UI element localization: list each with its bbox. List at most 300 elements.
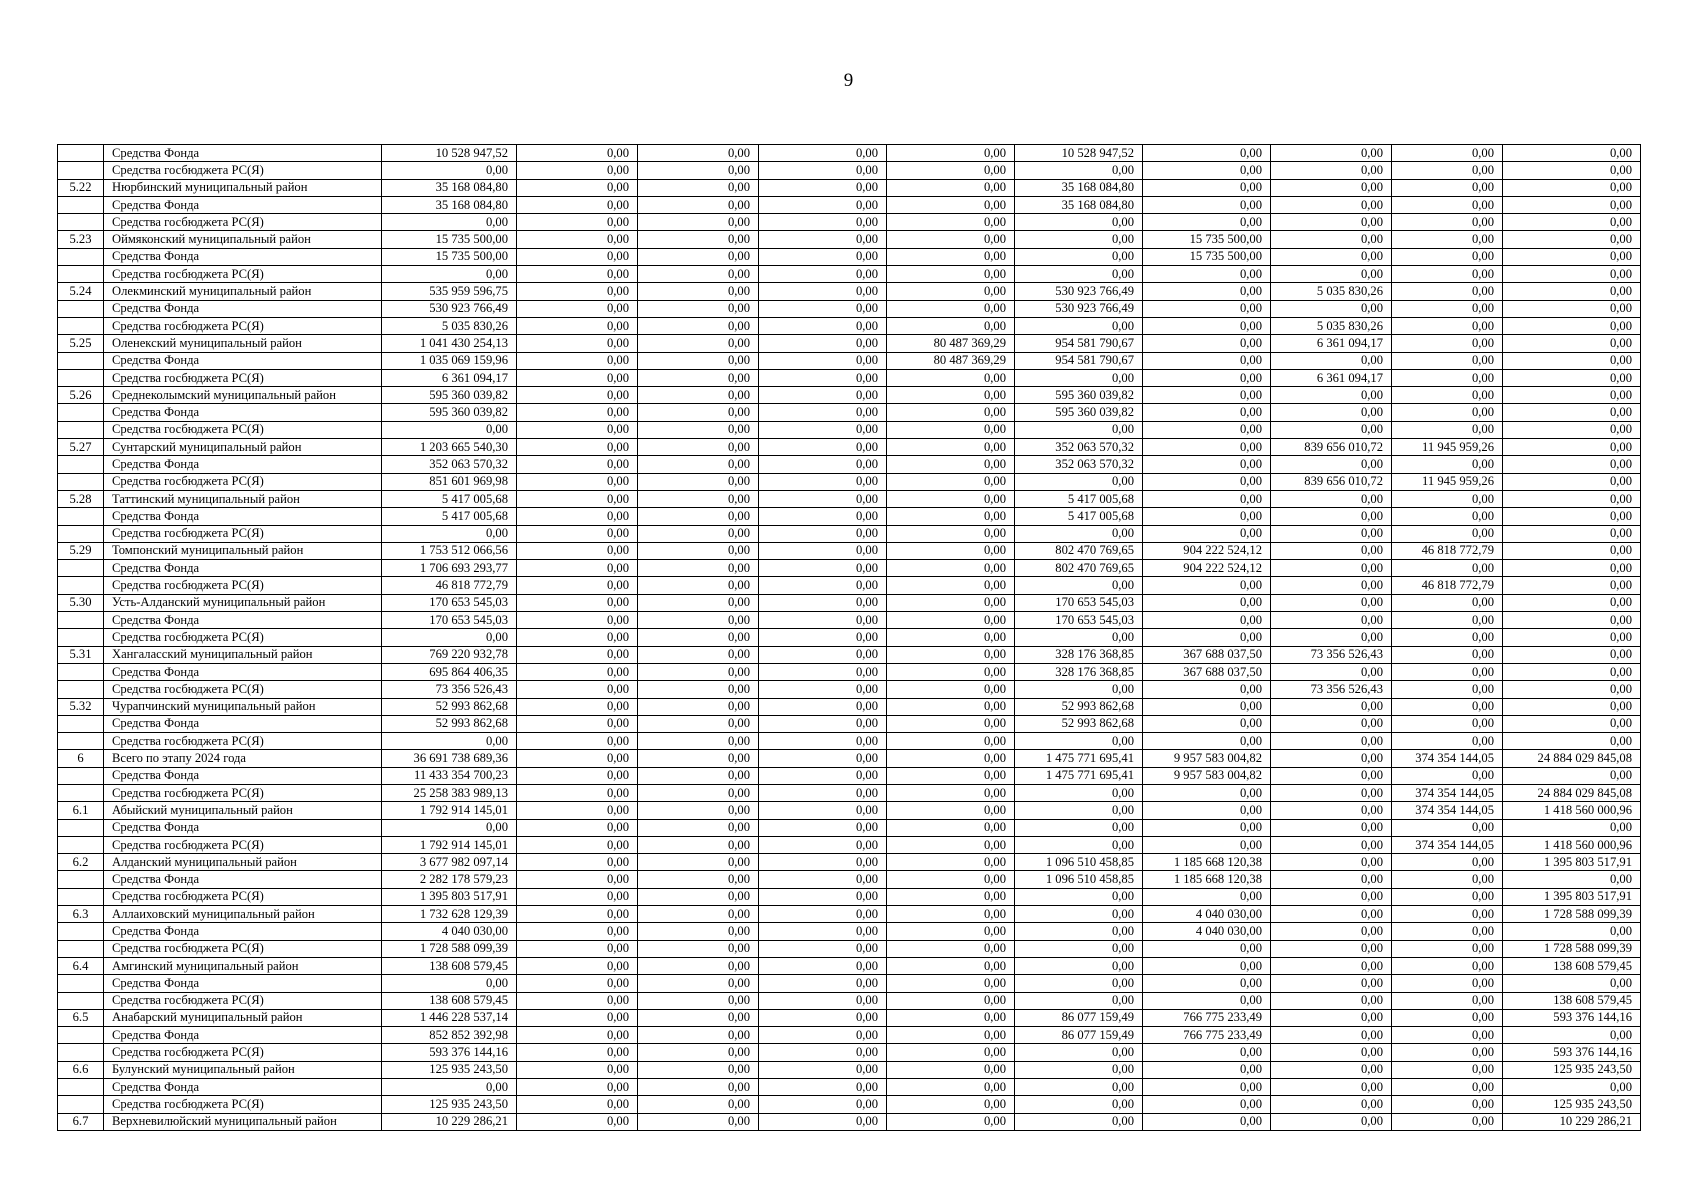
value-cell: 0,00 bbox=[1392, 1044, 1503, 1061]
value-cell: 0,00 bbox=[887, 490, 1015, 507]
value-cell: 5 417 005,68 bbox=[1015, 508, 1143, 525]
value-cell: 0,00 bbox=[1271, 975, 1392, 992]
value-cell: 138 608 579,45 bbox=[1503, 957, 1641, 974]
value-cell: 0,00 bbox=[1503, 1027, 1641, 1044]
table-row bbox=[58, 473, 1641, 490]
value-cell: 0,00 bbox=[1271, 508, 1392, 525]
value-cell: 0,00 bbox=[1503, 266, 1641, 283]
value-cell: 0,00 bbox=[1015, 1096, 1143, 1113]
row-name-cell: Средства госбюджета РС(Я) bbox=[104, 836, 382, 853]
value-cell: 0,00 bbox=[1015, 629, 1143, 646]
row-number-cell bbox=[58, 767, 104, 784]
value-cell: 6 361 094,17 bbox=[1271, 335, 1392, 352]
value-cell: 0,00 bbox=[638, 906, 759, 923]
value-cell: 0,00 bbox=[517, 335, 638, 352]
value-cell: 0,00 bbox=[1392, 317, 1503, 334]
row-name-cell: Средства Фонда bbox=[104, 352, 382, 369]
value-cell: 0,00 bbox=[1392, 906, 1503, 923]
value-cell: 0,00 bbox=[1015, 231, 1143, 248]
value-cell: 1 792 914 145,01 bbox=[382, 802, 517, 819]
value-cell: 0,00 bbox=[887, 923, 1015, 940]
table-row bbox=[58, 698, 1641, 715]
value-cell: 0,00 bbox=[1143, 1079, 1271, 1096]
value-cell: 0,00 bbox=[638, 387, 759, 404]
value-cell: 0,00 bbox=[1503, 871, 1641, 888]
value-cell: 1 096 510 458,85 bbox=[1015, 871, 1143, 888]
value-cell: 0,00 bbox=[1015, 681, 1143, 698]
value-cell: 0,00 bbox=[759, 456, 887, 473]
value-cell: 0,00 bbox=[1503, 404, 1641, 421]
value-cell: 0,00 bbox=[1503, 629, 1641, 646]
value-cell: 0,00 bbox=[517, 992, 638, 1009]
value-cell: 593 376 144,16 bbox=[382, 1044, 517, 1061]
value-cell: 766 775 233,49 bbox=[1143, 1027, 1271, 1044]
row-number-cell bbox=[58, 196, 104, 213]
table-row bbox=[58, 439, 1641, 456]
value-cell: 0,00 bbox=[1143, 992, 1271, 1009]
value-cell: 0,00 bbox=[1271, 750, 1392, 767]
value-cell: 802 470 769,65 bbox=[1015, 542, 1143, 559]
value-cell: 0,00 bbox=[1271, 1079, 1392, 1096]
value-cell: 1 395 803 517,91 bbox=[1503, 854, 1641, 871]
value-cell: 0,00 bbox=[638, 888, 759, 905]
value-cell: 0,00 bbox=[638, 1079, 759, 1096]
row-name-cell: Олекминский муниципальный район bbox=[104, 283, 382, 300]
value-cell: 0,00 bbox=[1015, 266, 1143, 283]
value-cell: 0,00 bbox=[887, 1079, 1015, 1096]
value-cell: 0,00 bbox=[517, 1009, 638, 1026]
value-cell: 0,00 bbox=[638, 681, 759, 698]
value-cell: 0,00 bbox=[1143, 957, 1271, 974]
value-cell: 0,00 bbox=[638, 802, 759, 819]
value-cell: 851 601 969,98 bbox=[382, 473, 517, 490]
value-cell: 766 775 233,49 bbox=[1143, 1009, 1271, 1026]
value-cell: 125 935 243,50 bbox=[1503, 1061, 1641, 1078]
value-cell: 0,00 bbox=[1143, 490, 1271, 507]
value-cell: 0,00 bbox=[759, 750, 887, 767]
value-cell: 0,00 bbox=[759, 871, 887, 888]
value-cell: 0,00 bbox=[517, 871, 638, 888]
table-row bbox=[58, 681, 1641, 698]
value-cell: 0,00 bbox=[382, 975, 517, 992]
table-row bbox=[58, 352, 1641, 369]
value-cell: 125 935 243,50 bbox=[1503, 1096, 1641, 1113]
value-cell: 0,00 bbox=[1503, 819, 1641, 836]
value-cell: 593 376 144,16 bbox=[1503, 1044, 1641, 1061]
value-cell: 52 993 862,68 bbox=[382, 698, 517, 715]
value-cell: 0,00 bbox=[1015, 992, 1143, 1009]
value-cell: 0,00 bbox=[1503, 594, 1641, 611]
table-row bbox=[58, 1096, 1641, 1113]
value-cell: 0,00 bbox=[759, 231, 887, 248]
table-row bbox=[58, 387, 1641, 404]
value-cell: 0,00 bbox=[1271, 214, 1392, 231]
value-cell: 0,00 bbox=[1015, 577, 1143, 594]
value-cell: 0,00 bbox=[759, 819, 887, 836]
row-number-cell: 6.3 bbox=[58, 906, 104, 923]
value-cell: 0,00 bbox=[887, 992, 1015, 1009]
value-cell: 0,00 bbox=[1271, 923, 1392, 940]
value-cell: 5 417 005,68 bbox=[382, 508, 517, 525]
row-number-cell bbox=[58, 473, 104, 490]
value-cell: 0,00 bbox=[1271, 1113, 1392, 1130]
value-cell: 0,00 bbox=[759, 387, 887, 404]
value-cell: 0,00 bbox=[1392, 1027, 1503, 1044]
value-cell: 0,00 bbox=[1015, 906, 1143, 923]
table-row bbox=[58, 594, 1641, 611]
value-cell: 0,00 bbox=[1503, 335, 1641, 352]
value-cell: 0,00 bbox=[759, 196, 887, 213]
value-cell: 0,00 bbox=[517, 179, 638, 196]
value-cell: 0,00 bbox=[638, 767, 759, 784]
row-number-cell: 5.32 bbox=[58, 698, 104, 715]
table-row bbox=[58, 836, 1641, 853]
value-cell: 0,00 bbox=[887, 266, 1015, 283]
value-cell: 0,00 bbox=[1271, 1096, 1392, 1113]
row-number-cell bbox=[58, 923, 104, 940]
value-cell: 0,00 bbox=[638, 698, 759, 715]
value-cell: 0,00 bbox=[1503, 577, 1641, 594]
value-cell: 0,00 bbox=[1392, 456, 1503, 473]
value-cell: 0,00 bbox=[1392, 975, 1503, 992]
value-cell: 0,00 bbox=[759, 525, 887, 542]
value-cell: 0,00 bbox=[638, 957, 759, 974]
value-cell: 1 792 914 145,01 bbox=[382, 836, 517, 853]
value-cell: 0,00 bbox=[517, 940, 638, 957]
row-name-cell: Чурапчинский муниципальный район bbox=[104, 698, 382, 715]
value-cell: 0,00 bbox=[1143, 387, 1271, 404]
value-cell: 0,00 bbox=[1392, 490, 1503, 507]
value-cell: 5 035 830,26 bbox=[382, 317, 517, 334]
table-row bbox=[58, 940, 1641, 957]
value-cell: 0,00 bbox=[759, 542, 887, 559]
value-cell: 0,00 bbox=[887, 1096, 1015, 1113]
value-cell: 0,00 bbox=[1503, 196, 1641, 213]
value-cell: 0,00 bbox=[1271, 836, 1392, 853]
value-cell: 0,00 bbox=[1143, 940, 1271, 957]
value-cell: 0,00 bbox=[1271, 594, 1392, 611]
value-cell: 0,00 bbox=[1392, 888, 1503, 905]
value-cell: 0,00 bbox=[517, 508, 638, 525]
table-row bbox=[58, 906, 1641, 923]
row-name-cell: Средства госбюджета РС(Я) bbox=[104, 992, 382, 1009]
value-cell: 0,00 bbox=[759, 369, 887, 386]
value-cell: 0,00 bbox=[887, 612, 1015, 629]
value-cell: 0,00 bbox=[638, 542, 759, 559]
value-cell: 1 728 588 099,39 bbox=[1503, 906, 1641, 923]
row-name-cell: Средства госбюджета РС(Я) bbox=[104, 629, 382, 646]
value-cell: 0,00 bbox=[1503, 1079, 1641, 1096]
value-cell: 0,00 bbox=[1392, 1096, 1503, 1113]
value-cell: 0,00 bbox=[1143, 300, 1271, 317]
row-number-cell bbox=[58, 248, 104, 265]
value-cell: 0,00 bbox=[1392, 1079, 1503, 1096]
value-cell: 0,00 bbox=[1392, 387, 1503, 404]
value-cell: 0,00 bbox=[1143, 369, 1271, 386]
value-cell: 0,00 bbox=[1392, 663, 1503, 680]
value-cell: 0,00 bbox=[1503, 179, 1641, 196]
row-number-cell bbox=[58, 525, 104, 542]
value-cell: 0,00 bbox=[1143, 439, 1271, 456]
value-cell: 35 168 084,80 bbox=[1015, 196, 1143, 213]
value-cell: 0,00 bbox=[759, 594, 887, 611]
value-cell: 15 735 500,00 bbox=[1143, 231, 1271, 248]
row-name-cell: Средства Фонда bbox=[104, 404, 382, 421]
value-cell: 0,00 bbox=[1271, 802, 1392, 819]
value-cell: 0,00 bbox=[759, 957, 887, 974]
value-cell: 0,00 bbox=[1392, 871, 1503, 888]
value-cell: 170 653 545,03 bbox=[1015, 594, 1143, 611]
value-cell: 0,00 bbox=[1271, 231, 1392, 248]
value-cell: 0,00 bbox=[1271, 560, 1392, 577]
value-cell: 0,00 bbox=[759, 906, 887, 923]
value-cell: 0,00 bbox=[1503, 767, 1641, 784]
value-cell: 0,00 bbox=[517, 923, 638, 940]
value-cell: 0,00 bbox=[1271, 940, 1392, 957]
value-cell: 0,00 bbox=[759, 162, 887, 179]
row-name-cell: Средства Фонда bbox=[104, 300, 382, 317]
value-cell: 0,00 bbox=[1503, 508, 1641, 525]
table-row bbox=[58, 975, 1641, 992]
row-name-cell: Алданский муниципальный район bbox=[104, 854, 382, 871]
value-cell: 15 735 500,00 bbox=[382, 248, 517, 265]
value-cell: 0,00 bbox=[1015, 819, 1143, 836]
row-number-cell bbox=[58, 577, 104, 594]
value-cell: 0,00 bbox=[887, 698, 1015, 715]
row-name-cell: Таттинский муниципальный район bbox=[104, 490, 382, 507]
value-cell: 0,00 bbox=[1392, 214, 1503, 231]
row-name-cell: Сунтарский муниципальный район bbox=[104, 439, 382, 456]
row-name-cell: Средства госбюджета РС(Я) bbox=[104, 681, 382, 698]
value-cell: 6 361 094,17 bbox=[382, 369, 517, 386]
value-cell: 4 040 030,00 bbox=[1143, 923, 1271, 940]
value-cell: 0,00 bbox=[1392, 1061, 1503, 1078]
value-cell: 0,00 bbox=[1503, 456, 1641, 473]
value-cell: 0,00 bbox=[1392, 923, 1503, 940]
value-cell: 352 063 570,32 bbox=[382, 456, 517, 473]
value-cell: 0,00 bbox=[638, 629, 759, 646]
table-row bbox=[58, 871, 1641, 888]
value-cell: 0,00 bbox=[638, 1009, 759, 1026]
value-cell: 170 653 545,03 bbox=[382, 594, 517, 611]
value-cell: 5 417 005,68 bbox=[1015, 490, 1143, 507]
table-row bbox=[58, 923, 1641, 940]
row-name-cell: Средства Фонда bbox=[104, 248, 382, 265]
value-cell: 0,00 bbox=[887, 196, 1015, 213]
value-cell: 0,00 bbox=[759, 733, 887, 750]
value-cell: 0,00 bbox=[517, 248, 638, 265]
value-cell: 0,00 bbox=[1271, 404, 1392, 421]
value-cell: 0,00 bbox=[759, 283, 887, 300]
value-cell: 0,00 bbox=[887, 854, 1015, 871]
table-row bbox=[58, 1113, 1641, 1130]
table-row bbox=[58, 335, 1641, 352]
value-cell: 0,00 bbox=[517, 698, 638, 715]
value-cell: 0,00 bbox=[1503, 663, 1641, 680]
value-cell: 0,00 bbox=[517, 214, 638, 231]
value-cell: 0,00 bbox=[759, 1113, 887, 1130]
table-row bbox=[58, 456, 1641, 473]
value-cell: 0,00 bbox=[1143, 594, 1271, 611]
value-cell: 0,00 bbox=[759, 715, 887, 732]
value-cell: 0,00 bbox=[1392, 352, 1503, 369]
value-cell: 0,00 bbox=[1392, 854, 1503, 871]
value-cell: 0,00 bbox=[1503, 646, 1641, 663]
value-cell: 0,00 bbox=[1392, 957, 1503, 974]
value-cell: 0,00 bbox=[1271, 421, 1392, 438]
row-name-cell: Средства госбюджета РС(Я) bbox=[104, 369, 382, 386]
value-cell: 0,00 bbox=[1503, 612, 1641, 629]
value-cell: 0,00 bbox=[517, 162, 638, 179]
value-cell: 0,00 bbox=[638, 317, 759, 334]
row-name-cell: Средства госбюджета РС(Я) bbox=[104, 162, 382, 179]
value-cell: 0,00 bbox=[517, 854, 638, 871]
value-cell: 0,00 bbox=[759, 317, 887, 334]
value-cell: 0,00 bbox=[1143, 629, 1271, 646]
value-cell: 0,00 bbox=[1271, 352, 1392, 369]
value-cell: 0,00 bbox=[887, 248, 1015, 265]
value-cell: 0,00 bbox=[1143, 335, 1271, 352]
row-name-cell: Средства госбюджета РС(Я) bbox=[104, 784, 382, 801]
value-cell: 80 487 369,29 bbox=[887, 352, 1015, 369]
table-row bbox=[58, 992, 1641, 1009]
value-cell: 0,00 bbox=[1392, 231, 1503, 248]
row-name-cell: Средства Фонда bbox=[104, 923, 382, 940]
row-number-cell bbox=[58, 508, 104, 525]
table-row bbox=[58, 283, 1641, 300]
value-cell: 1 096 510 458,85 bbox=[1015, 854, 1143, 871]
value-cell: 0,00 bbox=[517, 421, 638, 438]
value-cell: 86 077 159,49 bbox=[1015, 1027, 1143, 1044]
value-cell: 0,00 bbox=[1392, 1113, 1503, 1130]
value-cell: 4 040 030,00 bbox=[1143, 906, 1271, 923]
table-row bbox=[58, 957, 1641, 974]
row-name-cell: Верхневилюйский муниципальный район bbox=[104, 1113, 382, 1130]
value-cell: 0,00 bbox=[517, 1027, 638, 1044]
value-cell: 0,00 bbox=[1143, 508, 1271, 525]
table-row bbox=[58, 508, 1641, 525]
value-cell: 0,00 bbox=[517, 906, 638, 923]
value-cell: 0,00 bbox=[638, 145, 759, 162]
value-cell: 138 608 579,45 bbox=[382, 957, 517, 974]
value-cell: 0,00 bbox=[1143, 784, 1271, 801]
value-cell: 0,00 bbox=[887, 767, 1015, 784]
value-cell: 0,00 bbox=[1271, 854, 1392, 871]
value-cell: 0,00 bbox=[1271, 525, 1392, 542]
row-number-cell: 5.27 bbox=[58, 439, 104, 456]
value-cell: 0,00 bbox=[759, 1009, 887, 1026]
value-cell: 35 168 084,80 bbox=[382, 196, 517, 213]
value-cell: 0,00 bbox=[887, 542, 1015, 559]
value-cell: 0,00 bbox=[759, 836, 887, 853]
table-row bbox=[58, 231, 1641, 248]
table-row bbox=[58, 317, 1641, 334]
value-cell: 0,00 bbox=[1503, 439, 1641, 456]
row-name-cell: Средства Фонда bbox=[104, 1027, 382, 1044]
value-cell: 0,00 bbox=[1143, 577, 1271, 594]
value-cell: 595 360 039,82 bbox=[1015, 404, 1143, 421]
value-cell: 0,00 bbox=[1271, 1061, 1392, 1078]
value-cell: 0,00 bbox=[759, 404, 887, 421]
value-cell: 0,00 bbox=[759, 698, 887, 715]
row-name-cell: Хангаласский муниципальный район bbox=[104, 646, 382, 663]
value-cell: 52 993 862,68 bbox=[1015, 715, 1143, 732]
table-row bbox=[58, 196, 1641, 213]
value-cell: 1 732 628 129,39 bbox=[382, 906, 517, 923]
value-cell: 0,00 bbox=[1503, 387, 1641, 404]
value-cell: 0,00 bbox=[638, 231, 759, 248]
row-name-cell: Средства госбюджета РС(Я) bbox=[104, 1096, 382, 1113]
value-cell: 0,00 bbox=[887, 715, 1015, 732]
value-cell: 0,00 bbox=[1271, 784, 1392, 801]
table-row bbox=[58, 819, 1641, 836]
value-cell: 0,00 bbox=[887, 300, 1015, 317]
value-cell: 0,00 bbox=[517, 231, 638, 248]
value-cell: 0,00 bbox=[1271, 906, 1392, 923]
row-number-cell bbox=[58, 1096, 104, 1113]
value-cell: 0,00 bbox=[759, 439, 887, 456]
value-cell: 0,00 bbox=[1015, 317, 1143, 334]
table-row bbox=[58, 854, 1641, 871]
table-row bbox=[58, 560, 1641, 577]
value-cell: 0,00 bbox=[1392, 162, 1503, 179]
value-cell: 0,00 bbox=[1392, 992, 1503, 1009]
table-row bbox=[58, 490, 1641, 507]
row-name-cell: Средства госбюджета РС(Я) bbox=[104, 940, 382, 957]
value-cell: 0,00 bbox=[638, 1113, 759, 1130]
value-cell: 0,00 bbox=[1271, 612, 1392, 629]
row-number-cell: 6.1 bbox=[58, 802, 104, 819]
value-cell: 0,00 bbox=[1271, 819, 1392, 836]
value-cell: 0,00 bbox=[759, 888, 887, 905]
value-cell: 530 923 766,49 bbox=[1015, 283, 1143, 300]
value-cell: 535 959 596,75 bbox=[382, 283, 517, 300]
value-cell: 0,00 bbox=[887, 733, 1015, 750]
row-number-cell bbox=[58, 266, 104, 283]
value-cell: 0,00 bbox=[1015, 1079, 1143, 1096]
value-cell: 25 258 383 989,13 bbox=[382, 784, 517, 801]
value-cell: 0,00 bbox=[1271, 1027, 1392, 1044]
value-cell: 0,00 bbox=[887, 317, 1015, 334]
value-cell: 0,00 bbox=[1271, 663, 1392, 680]
row-name-cell: Булунский муниципальный район bbox=[104, 1061, 382, 1078]
value-cell: 0,00 bbox=[759, 646, 887, 663]
row-name-cell: Средства госбюджета РС(Я) bbox=[104, 1044, 382, 1061]
value-cell: 0,00 bbox=[759, 248, 887, 265]
value-cell: 0,00 bbox=[887, 1027, 1015, 1044]
value-cell: 0,00 bbox=[382, 629, 517, 646]
value-cell: 0,00 bbox=[1503, 715, 1641, 732]
row-number-cell bbox=[58, 214, 104, 231]
value-cell: 0,00 bbox=[1143, 819, 1271, 836]
value-cell: 0,00 bbox=[517, 629, 638, 646]
value-cell: 374 354 144,05 bbox=[1392, 750, 1503, 767]
value-cell: 0,00 bbox=[1015, 248, 1143, 265]
value-cell: 328 176 368,85 bbox=[1015, 646, 1143, 663]
table-row bbox=[58, 663, 1641, 680]
value-cell: 0,00 bbox=[887, 179, 1015, 196]
value-cell: 0,00 bbox=[1271, 266, 1392, 283]
value-cell: 0,00 bbox=[1271, 577, 1392, 594]
value-cell: 0,00 bbox=[759, 784, 887, 801]
value-cell: 0,00 bbox=[638, 854, 759, 871]
table-row bbox=[58, 421, 1641, 438]
value-cell: 1 728 588 099,39 bbox=[1503, 940, 1641, 957]
value-cell: 0,00 bbox=[1143, 179, 1271, 196]
value-cell: 0,00 bbox=[887, 214, 1015, 231]
value-cell: 0,00 bbox=[638, 819, 759, 836]
value-cell: 0,00 bbox=[1015, 975, 1143, 992]
